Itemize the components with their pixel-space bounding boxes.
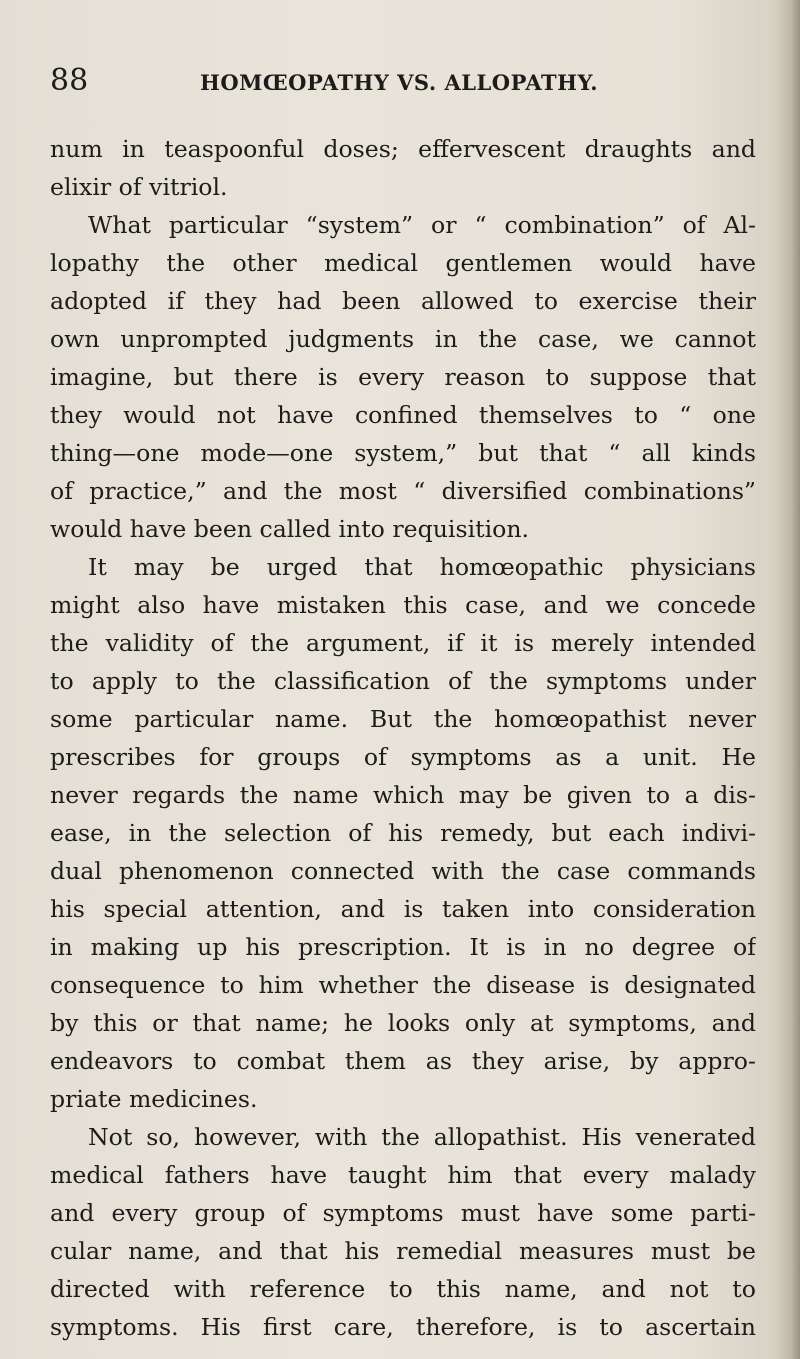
text-line: directed with reference to this name, and not to xyxy=(50,1275,756,1303)
text-line: his special attention, and is taken into consideration xyxy=(50,895,756,923)
text-line: never regards the name which may be given to a dis- xyxy=(50,781,756,809)
page-number: 88 xyxy=(50,63,89,98)
page-edge-shadow xyxy=(778,0,800,1359)
text-line: and every group of symptoms must have some parti- xyxy=(50,1199,756,1227)
text-line: adopted if they had been allowed to exercise their xyxy=(50,287,756,315)
text-line: Not so, however, with the allopathist. His venerated xyxy=(88,1123,756,1151)
text-line: lopathy the other medical gentlemen would have xyxy=(50,249,756,277)
text-line: in making up his prescription. It is in no degree of xyxy=(50,933,756,961)
text-line: ease, in the selection of his remedy, but each indivi- xyxy=(50,819,756,847)
text-line: prescribes for groups of symptoms as a unit. He xyxy=(50,743,756,771)
text-line: of practice,” and the most “ diversified combinations” xyxy=(50,477,756,505)
text-line: endeavors to combat them as they arise, by appro- xyxy=(50,1047,756,1075)
text-line: some particular name. But the homœopathist never xyxy=(50,705,756,733)
running-head: HOMŒOPATHY VS. ALLOPATHY. xyxy=(200,70,599,95)
text-line: It may be urged that homœopathic physicians xyxy=(88,553,756,581)
text-line: imagine, but there is every reason to suppose that xyxy=(50,363,756,391)
text-line: they would not have confined themselves to “ one xyxy=(50,401,756,429)
text-line: dual phenomenon connected with the case commands xyxy=(50,857,756,885)
page-header xyxy=(50,64,750,104)
text-line: num in teaspoonful doses; effervescent draughts and xyxy=(50,135,756,163)
body-text xyxy=(50,130,756,1346)
text-line: the validity of the argument, if it is merely intended xyxy=(50,629,756,657)
text-line: own unprompted judgments in the case, we cannot xyxy=(50,325,756,353)
text-line: elixir of vitriol. xyxy=(50,173,228,201)
text-line: consequence to him whether the disease is designated xyxy=(50,971,756,999)
text-line: might also have mistaken this case, and we concede xyxy=(50,591,756,619)
text-line: medical fathers have taught him that every malady xyxy=(50,1161,756,1189)
text-line: cular name, and that his remedial measures must be xyxy=(50,1237,756,1265)
text-line: priate medicines. xyxy=(50,1085,258,1113)
text-line: What particular “system” or “ combination” of Al- xyxy=(88,211,756,239)
text-line: would have been called into requisition. xyxy=(50,515,530,543)
text-line: by this or that name; he looks only at symptoms, and xyxy=(50,1009,756,1037)
text-line: to apply to the classification of the symptoms under xyxy=(50,667,756,695)
text-line: symptoms. His first care, therefore, is to ascertain xyxy=(50,1313,756,1341)
text-line: thing—one mode—one system,” but that “ all kinds xyxy=(50,439,756,467)
